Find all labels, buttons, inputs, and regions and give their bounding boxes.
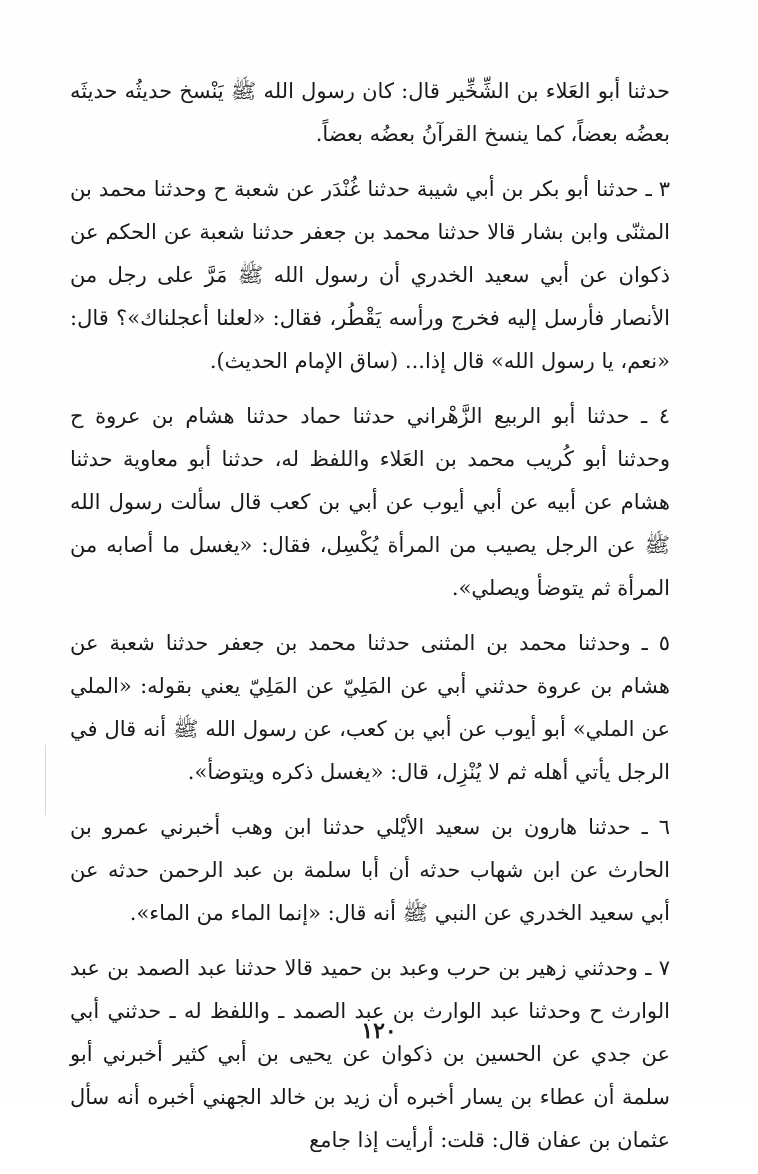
margin-line [45, 745, 46, 815]
paragraph-hadith-5: ٥ ـ وحدثنا محمد بن المثنى حدثنا محمد بن جعفر حدثنا شعبة عن هشام بن عروة حدثني أبي عن المَلِيّ عن المَلِيّ يعني بقوله: «الملي عن الملي» أبو أيوب عن أبي بن كعب، عن رسول الله ﷺ أنه قال في الرجل يأتي أهله ثم لا يُنْزِل، قال: «يغسل ذكره ويتوضأ». [70, 631, 670, 784]
hadith-text-column [70, 70, 670, 1174]
paragraph-hadith-6: ٦ ـ حدثنا هارون بن سعيد الأيْلي حدثنا ابن وهب أخبرني عمرو بن الحارث عن ابن شهاب حدثه أن أبا سلمة بن عبد الرحمن حدثه عن أبي سعيد الخدري عن النبي ﷺ أنه قال: «إنما الماء من الماء». [70, 815, 670, 925]
paragraph-1: حدثنا أبو العَلاء بن الشِّخِّير قال: كان رسول الله ﷺ يَنْسخ حديثُه حديثَه بعضُه بعضاً، كما ينسخ القرآنُ بعضُه بعضاً. [70, 79, 670, 146]
paragraph-hadith-3: ٣ ـ حدثنا أبو بكر بن أبي شيبة حدثنا غُنْدَر عن شعبة ح وحدثنا محمد بن المثنّى وابن بشار قالا حدثنا محمد بن جعفر حدثنا شعبة عن الحكم عن ذكوان عن أبي سعيد الخدري أن رسول الله ﷺ مَرَّ على رجل من الأنصار فأرسل إليه فخرج ورأسه يَقْطُر، فقال: «لعلنا أعجلناك»؟ قال: «نعم، يا رسول الله» قال إذا... (ساق الإمام الحديث). [70, 177, 670, 373]
paragraph-hadith-7: ٧ ـ وحدثني زهير بن حرب وعبد بن حميد قالا حدثنا عبد الصمد بن عبد الوارث ح وحدثنا عبد الوارث بن عبد الصمد ـ واللفظ له ـ حدثني أبي عن جدي عن الحسين بن ذكوان عن يحيى بن أبي كثير أخبرني أبو سلمة أن عطاء بن يسار أخبره أن زيد بن خالد الجهني أخبره أنه سأل عثمان بن عفان قال: قلت: أرأيت إذا جامع [70, 956, 670, 1152]
paragraph-hadith-4: ٤ ـ حدثنا أبو الربيع الزَّهْراني حدثنا حماد حدثنا هشام بن عروة ح وحدثنا أبو كُريب محمد بن العَلاء واللفظ له، حدثنا أبو معاوية حدثنا هشام عن أبيه عن أبي أيوب عن أبي بن كعب قال سألت رسول الله ﷺ عن الرجل يصيب من المرأة يُكْسِل، فقال: «يغسل ما أصابه من المرأة ثم يتوضأ ويصلي». [70, 404, 670, 600]
page-number: ١٢٠ [361, 1018, 397, 1044]
